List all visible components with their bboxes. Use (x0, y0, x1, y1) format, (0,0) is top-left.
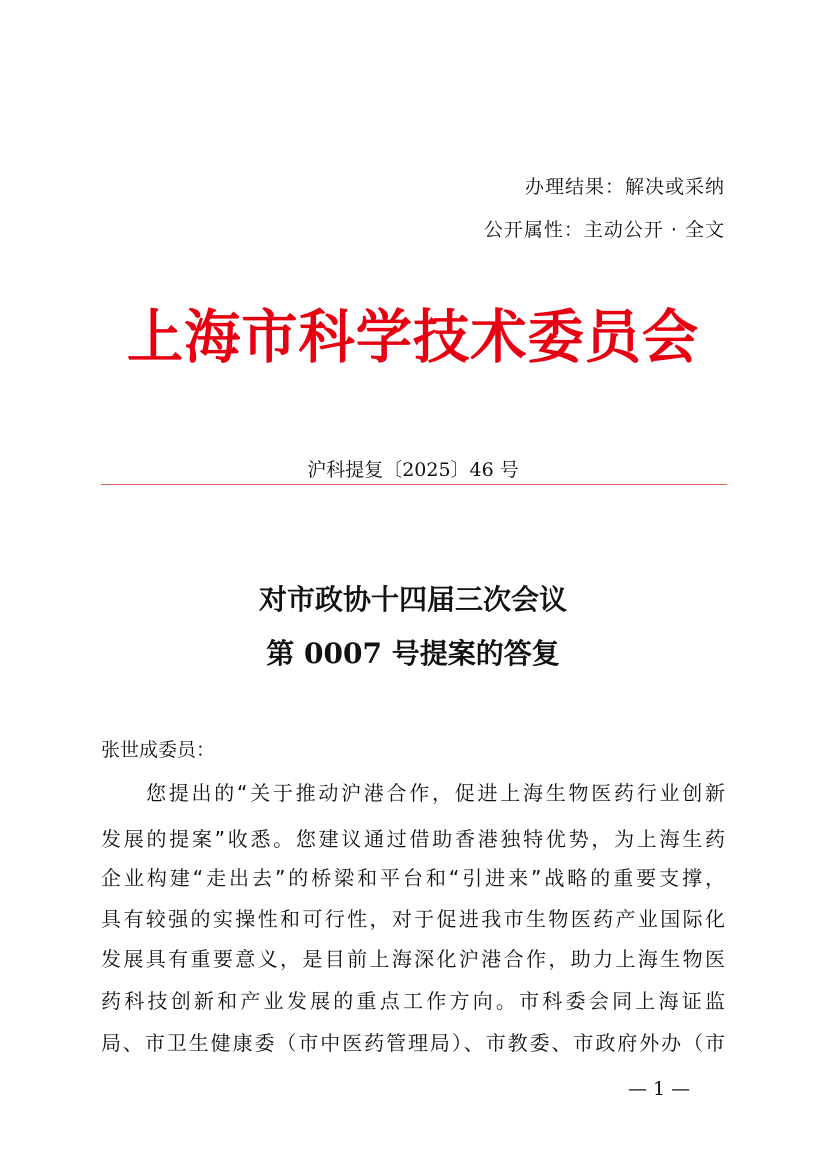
body-line: 发展具有重要意义，是目前上海深化沪港合作，助力上海生物医 (101, 947, 725, 971)
red-divider-line (101, 484, 727, 485)
body-line: 您提出的“关于推动沪港合作，促进上海生物医药行业创新 (146, 781, 725, 805)
page-number: — 1 — (628, 1078, 691, 1100)
document-title-line-1: 对市政协十四届三次会议 (258, 583, 567, 616)
body-line: 具有较强的实操性和可行性，对于促进我市生物医药产业国际化 (101, 907, 725, 931)
document-number: 沪科提复〔2025〕46 号 (307, 459, 519, 481)
disclosure-attribute: 公开属性：主动公开 · 全文 (483, 219, 725, 241)
document-title-line-2: 第 0007 号提案的答复 (266, 637, 560, 670)
body-line: 局、市卫生健康委（市中医药管理局）、市教委、市政府外办（市 (101, 1031, 725, 1055)
issuer-title: 上海市科学技术委员会 (126, 303, 700, 371)
handling-result: 办理结果：解决或采纳 (524, 176, 725, 198)
body-line: 企业构建“走出去”的桥梁和平台和“引进来”战略的重要支撑， (101, 866, 725, 890)
body-line: 发展的提案”收悉。您建议通过借助香港独特优势，为上海生药 (101, 827, 725, 851)
salutation: 张世成委员： (101, 739, 216, 761)
body-line: 药科技创新和产业发展的重点工作方向。市科委会同上海证监 (101, 989, 725, 1013)
